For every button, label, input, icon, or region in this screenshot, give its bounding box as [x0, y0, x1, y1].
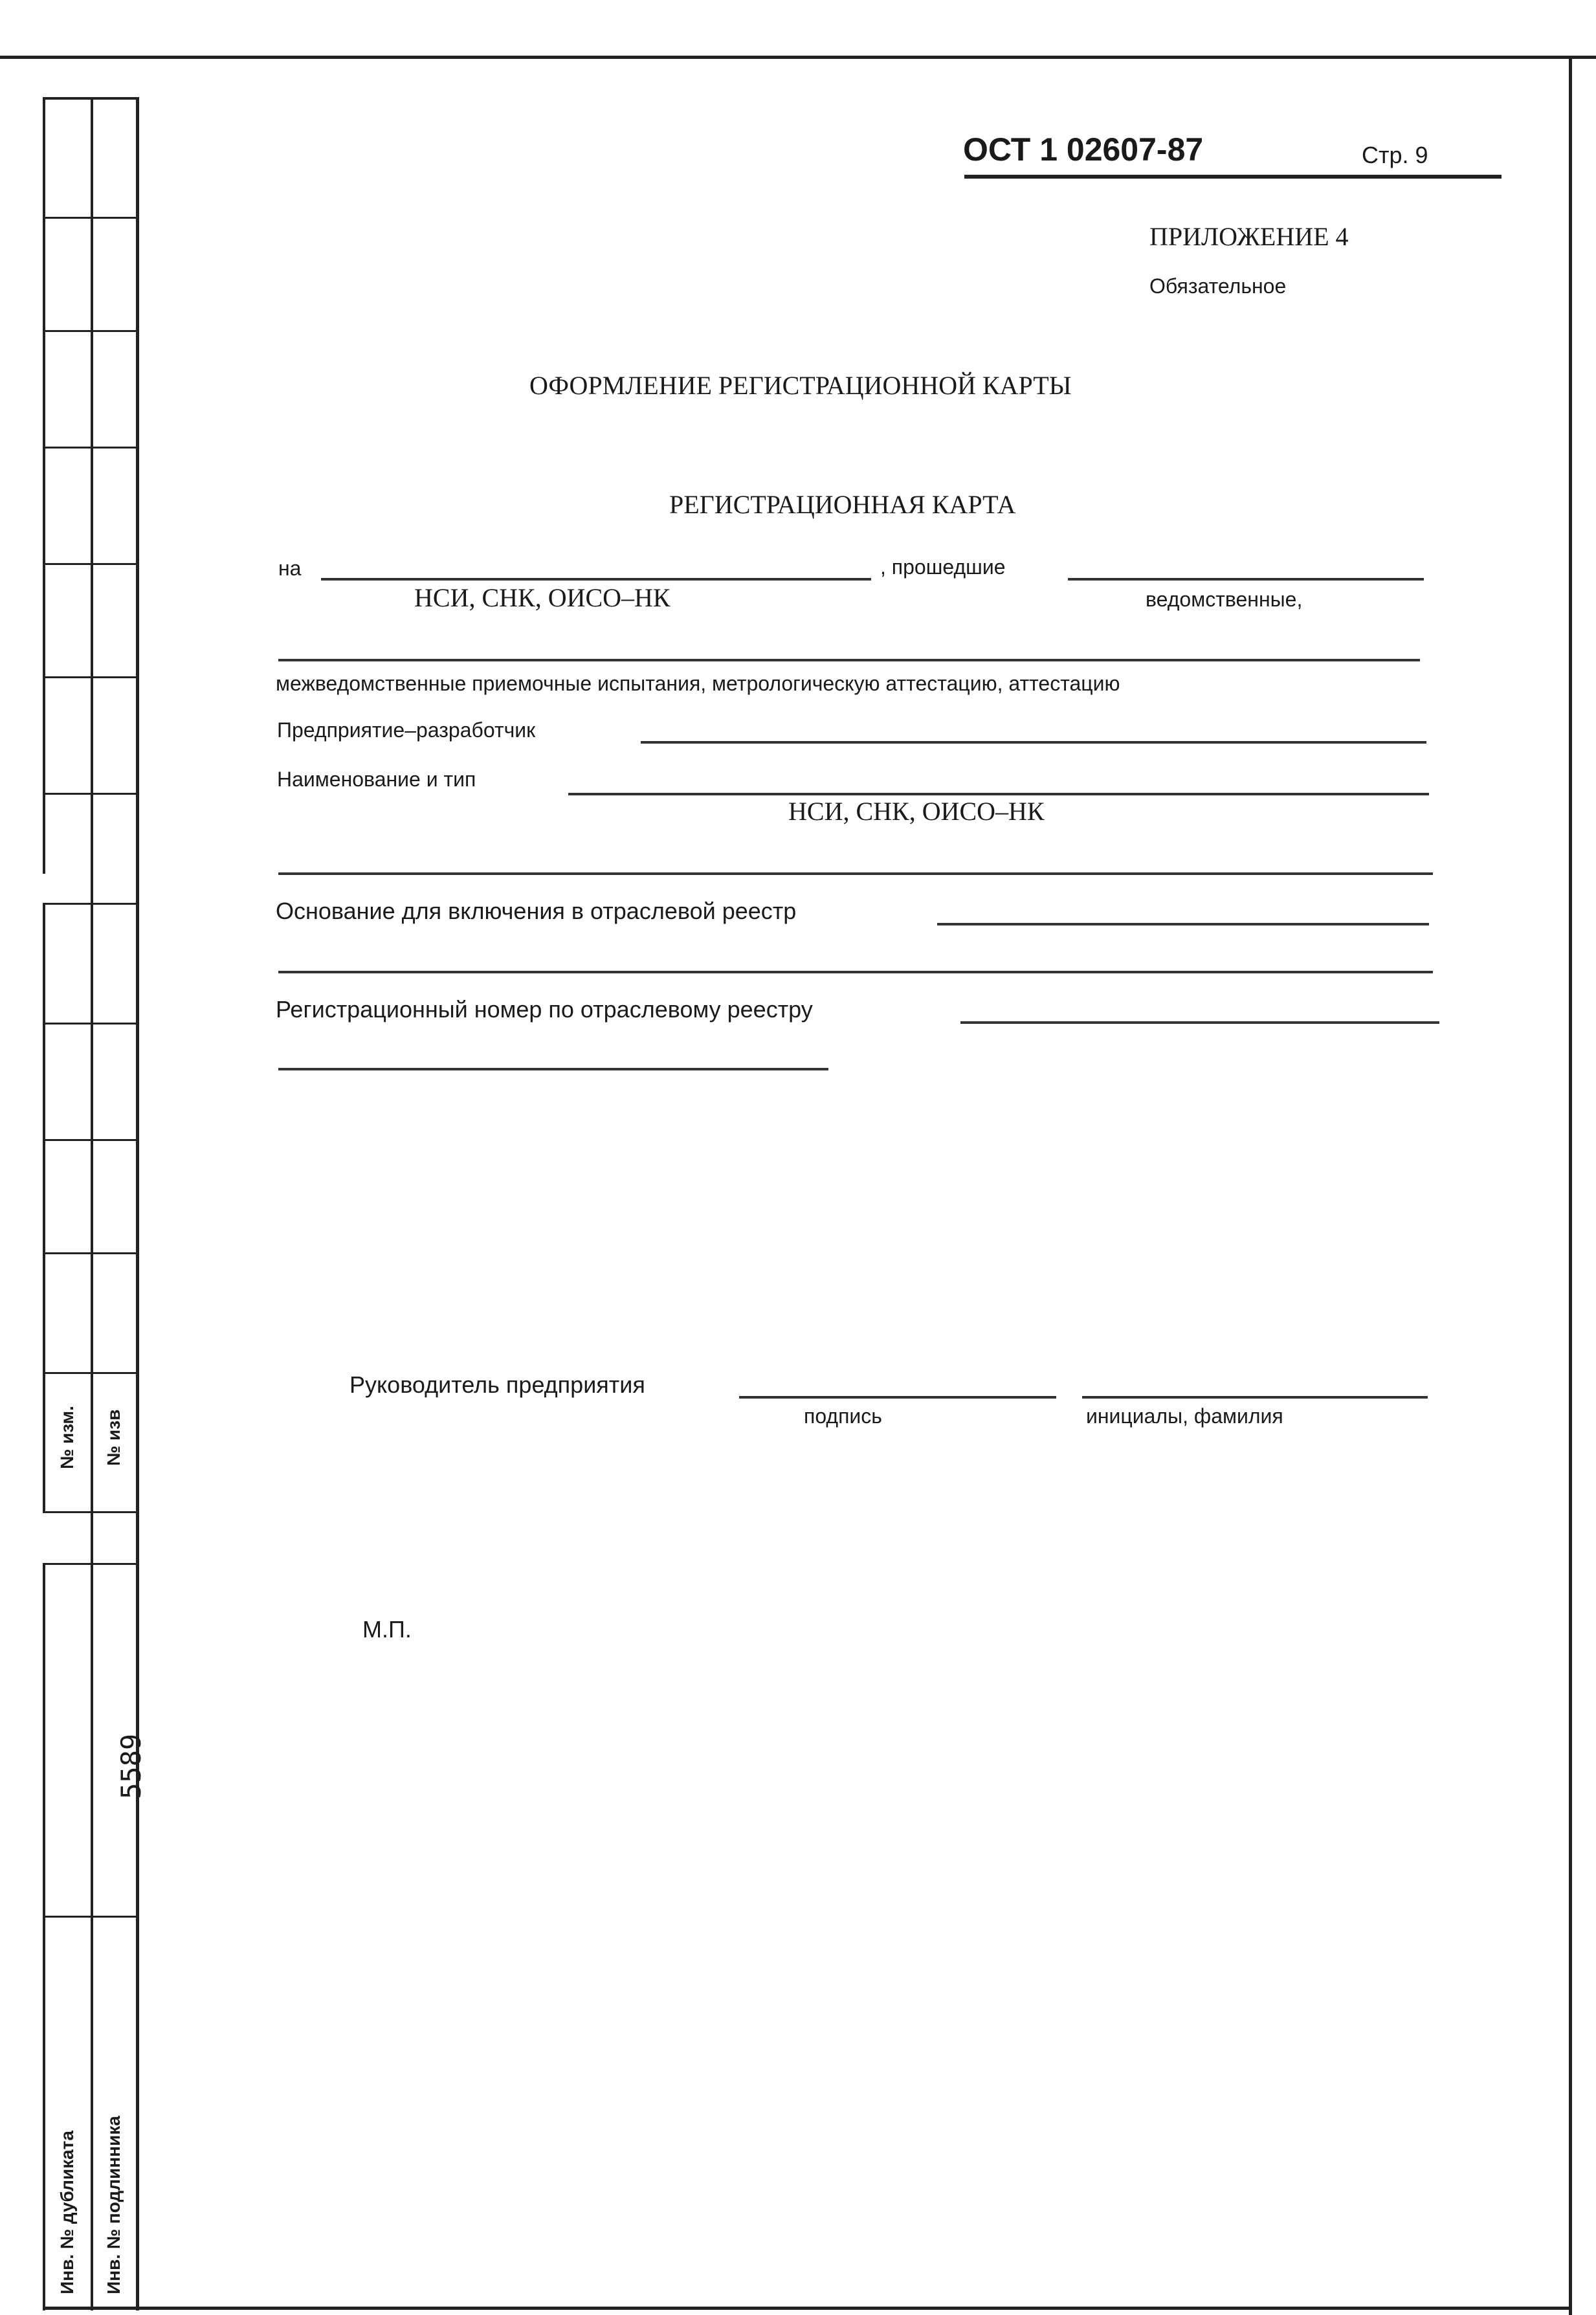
instrument-hint-2: НСИ, СНК, ОИСО–НК — [788, 797, 1045, 826]
basis-blank-2 — [278, 971, 1433, 973]
duplicate-inventory-label: Инв. № дубликата — [57, 2131, 77, 2294]
bottom-border-line — [43, 2307, 1572, 2310]
instrument-hint: НСИ, СНК, ОИСО–НК — [414, 583, 671, 612]
departmental-hint: ведомственные, — [1146, 588, 1303, 611]
header-underline — [964, 175, 1502, 179]
stamp-label: М.П. — [362, 1616, 412, 1643]
developer-blank — [641, 741, 1426, 744]
margin-row-line — [43, 1916, 139, 1918]
name-type-label: Наименование и тип — [277, 768, 476, 791]
margin-col-line-1c — [43, 1563, 45, 2310]
name-type-blank-2 — [278, 872, 1433, 875]
continuation-blank — [278, 659, 1420, 661]
margin-col-line-1b — [43, 903, 45, 1511]
margin-col-line-1 — [43, 97, 45, 874]
margin-row-line — [43, 1139, 139, 1141]
instrument-blank — [321, 578, 871, 581]
developer-label: Предприятие–разработчик — [277, 718, 536, 742]
right-border-line — [1569, 56, 1572, 2315]
basis-label: Основание для включения в отраслевой реестр — [276, 898, 797, 924]
margin-row-line — [43, 676, 139, 678]
margin-top-line — [43, 97, 139, 100]
test-kind-blank — [1068, 578, 1424, 581]
margin-row-line — [43, 563, 139, 565]
margin-row-line — [43, 1372, 139, 1374]
margin-row-line — [43, 330, 139, 332]
margin-row-line — [43, 217, 139, 219]
margin-row-line — [43, 1563, 139, 1565]
signature-blank — [739, 1396, 1056, 1399]
tests-line: межведомственные приемочные испытания, метрологическую аттестацию, аттестацию — [276, 672, 1120, 695]
passed-label: , прошедшие — [880, 555, 1006, 579]
standard-code: ОСТ 1 02607-87 — [963, 131, 1204, 168]
on-label: на — [278, 557, 302, 580]
section-title: ОФОРМЛЕНИЕ РЕГИСТРАЦИОННОЙ КАРТЫ — [529, 371, 1072, 400]
signature-hint: подпись — [804, 1404, 882, 1428]
card-title: РЕГИСТРАЦИОННАЯ КАРТА — [669, 490, 1016, 519]
inventory-number: 5589 — [115, 1733, 147, 1799]
top-border-line — [0, 56, 1596, 59]
reg-number-blank-2 — [278, 1068, 828, 1070]
change-number-label: № изм. — [57, 1406, 77, 1469]
margin-row-line — [43, 1252, 139, 1254]
appendix-status: Обязательное — [1149, 274, 1287, 298]
original-inventory-label: Инв. № подлинника — [104, 2116, 124, 2294]
notice-number-label: № изв — [104, 1409, 124, 1466]
margin-col-line-3 — [136, 97, 139, 2310]
basis-blank — [937, 923, 1429, 925]
name-blank — [1082, 1396, 1428, 1399]
head-label: Руководитель предприятия — [349, 1371, 645, 1398]
reg-number-label: Регистрационный номер по отраслевому реестру — [276, 996, 813, 1023]
margin-col-line-2 — [91, 97, 93, 2310]
margin-row-line — [43, 1023, 139, 1025]
reg-number-blank — [960, 1021, 1439, 1024]
margin-row-line — [43, 447, 139, 449]
margin-row-line — [43, 793, 139, 795]
margin-row-line — [43, 1511, 139, 1513]
page-number: Стр. 9 — [1362, 142, 1428, 168]
margin-row-line — [43, 903, 139, 905]
appendix-title: ПРИЛОЖЕНИЕ 4 — [1149, 222, 1349, 251]
name-hint: инициалы, фамилия — [1086, 1404, 1283, 1428]
name-type-blank — [568, 793, 1429, 795]
